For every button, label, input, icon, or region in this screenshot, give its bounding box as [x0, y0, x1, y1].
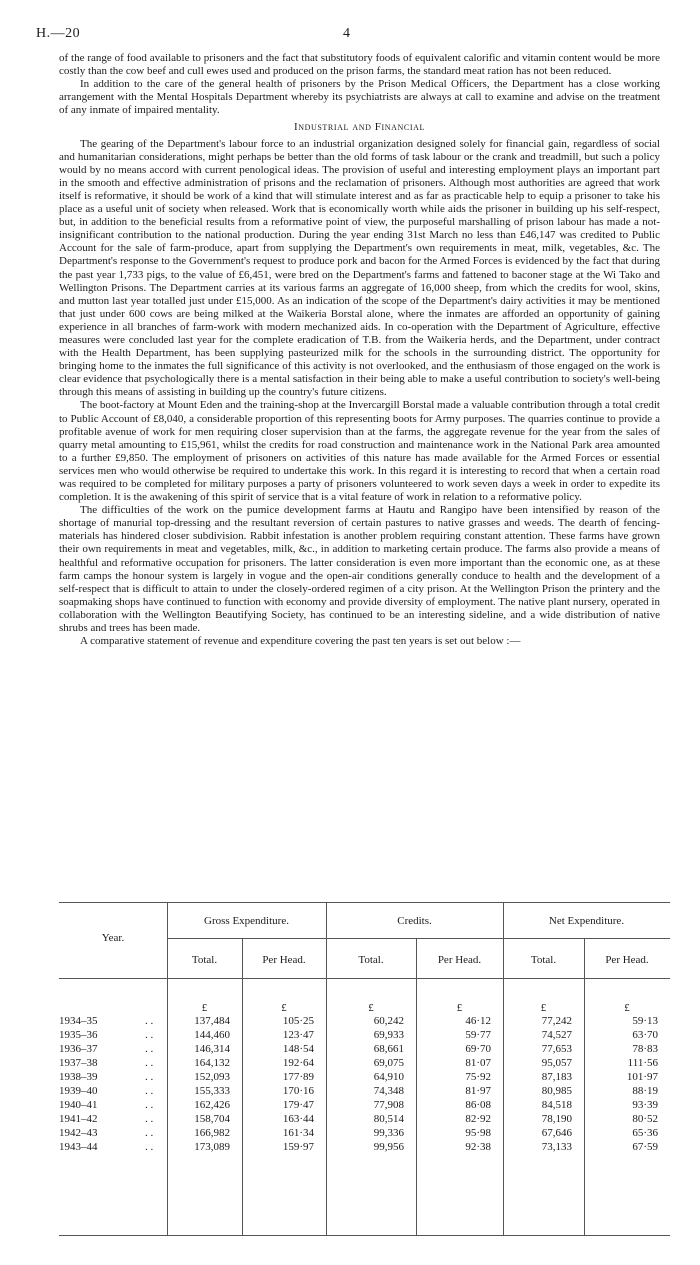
column-subheader: Total.: [530, 954, 557, 966]
table-cell: 67,646: [541, 1127, 572, 1139]
table-cell-year: 1934–35: [59, 1015, 98, 1027]
leader-dots: . .: [145, 1113, 154, 1125]
report-code: H.—20: [36, 26, 81, 41]
group-header: Net Expenditure.: [548, 915, 625, 927]
table-cell: 99,956: [373, 1141, 404, 1153]
table-cell: 158,704: [194, 1113, 230, 1125]
table-cell: 81·07: [465, 1057, 491, 1069]
table-cell: 77,653: [541, 1043, 572, 1055]
table-cell-year: 1941–42: [59, 1113, 98, 1125]
column-subheader: Total.: [191, 954, 218, 966]
table-cell: 163·44: [282, 1113, 314, 1125]
table-cell: 73,133: [541, 1141, 572, 1153]
table-cell-year: 1943–44: [59, 1141, 98, 1153]
leader-dots: . .: [145, 1085, 154, 1097]
table-cell: 99,336: [373, 1127, 404, 1139]
table-cell: 46·12: [465, 1015, 491, 1027]
table-cell: 80,514: [373, 1113, 404, 1125]
table-cell: 162,426: [194, 1099, 230, 1111]
table-cell: 75·92: [465, 1071, 491, 1083]
table-cell: 101·97: [626, 1071, 658, 1083]
table-cell: 65·36: [632, 1127, 658, 1139]
paragraph: of the range of food available to prisoners and the fact that substitutory foods of equivalent calorific and vitamin content would be more costly than the cow beef and cull ewes used and produced on the prison farms, the standard meat ration has not been reduced.: [59, 52, 660, 78]
table-cell: 161·34: [282, 1127, 314, 1139]
table-cell: 95·98: [465, 1127, 491, 1139]
table-cell-year: 1942–43: [59, 1127, 98, 1139]
leader-dots: . .: [145, 1141, 154, 1153]
table-cell: 179·47: [282, 1099, 314, 1111]
table-cell: 148·54: [282, 1043, 314, 1055]
table-cell: 164,132: [194, 1057, 230, 1069]
leader-dots: . .: [145, 1099, 154, 1111]
leader-dots: . .: [145, 1015, 154, 1027]
column-subheader: Per Head.: [605, 954, 649, 966]
revenue-expenditure-table: [59, 902, 670, 1237]
table-cell: 84,518: [541, 1099, 572, 1111]
table-cell: 78,190: [541, 1113, 572, 1125]
table-cell: 82·92: [465, 1113, 491, 1125]
table-rule: [59, 902, 670, 903]
unit-label: £: [201, 1002, 208, 1014]
table-cell: 77,908: [373, 1099, 404, 1111]
table-cell: 170·16: [282, 1085, 314, 1097]
table-cell: 88·19: [632, 1085, 658, 1097]
page-number: 4: [343, 26, 350, 41]
group-header: Credits.: [397, 915, 432, 927]
paragraph: The gearing of the Department's labour force to an industrial organization designed solely for financial gain, regardless of social and humanitarian considerations, might perhaps be better than the old forms of task labour or the crank and treadmill, but such a policy would by no means accord with current penological ideas. The provision of useful and interesting employment plays an important part in the smooth and effective administration of prisons and the reclamation of prisoners. Although most authorities are agreed that work itself is reformative, it should be work of a kind that will stimulate interest and as far as practicable help to equip a prisoner to take his place as a useful unit of society when released. Work that is economically worth while aids the prisoner in building up his self-respect, but, in addition to the beneficial results from a reformative point of view, the purposeful marshalling of prison labour has made a not-insignificant contribution to the national production. During the year ending 31st March no less than £46,147 was credited to Public Account for the sale of farm-produce, apart from supplying the Department's own requirements in meat, milk, vegetables, &c. The Department's response to the Government's request to produce pork and bacon for the Armed Forces is evidenced by the fact that during the past year 1,733 pigs, to the value of £6,451, were bred on the Department's farms and fattened to baconer stage at the Wi Tako and Wellington Prisons. The Department carries at its various farms an aggregate of 16,000 sheep, from which the credits for wool, skins, and mutton last year totalled just under £15,000. As an indication of the scope of the Department's dairy activities it may be mentioned that just under 600 cows are being milked at the Waikeria Borstal alone, where the inmates are afforded an opportunity of gaining experience in all branches of farm-work with modern mechanized aids. In co-operation with the Department of Agriculture, effective measures were concluded last year for the complete eradication of T.B. from the Waikeria herds, and the Department, under contract with the Health Department, has been supplying pasteurized milk for the schools in the surrounding district. The opportunity for bringing home to the inmates the full significance of this activity is not overlooked, and the enthusiasm of those engaged on the work is clear evidence that psychologically there is a mental satisfaction in their being able to make a useful contribution to society's well-being through this means of assisting in building up the country's future citizens.: [59, 137, 660, 399]
table-cell: 92·38: [465, 1141, 491, 1153]
unit-label: £: [456, 1002, 463, 1014]
leader-dots: . .: [145, 1127, 154, 1139]
column-subheader: Per Head.: [262, 954, 306, 966]
table-cell: 68,661: [373, 1043, 404, 1055]
table-cell: 87,183: [541, 1071, 572, 1083]
table-rule: [59, 1235, 670, 1236]
table-cell: 146,314: [194, 1043, 230, 1055]
unit-label: £: [540, 1002, 547, 1014]
table-cell: 64,910: [373, 1071, 404, 1083]
table-cell: 123·47: [282, 1029, 314, 1041]
table-cell: 80·52: [632, 1113, 658, 1125]
table-cell: 81·97: [465, 1085, 491, 1097]
table-cell-year: 1936–37: [59, 1043, 98, 1055]
table-cell-year: 1935–36: [59, 1029, 98, 1041]
table-cell: 74,527: [541, 1029, 572, 1041]
table-cell: 95,057: [541, 1057, 572, 1069]
table-cell: 80,985: [541, 1085, 572, 1097]
table-cell: 144,460: [194, 1029, 230, 1041]
table-cell: 173,089: [194, 1141, 230, 1153]
group-header: Gross Expenditure.: [204, 915, 289, 927]
table-cell: 86·08: [465, 1099, 491, 1111]
table-cell: 105·25: [282, 1015, 314, 1027]
leader-dots: . .: [145, 1071, 154, 1083]
table-rule: [59, 978, 670, 979]
section-heading: Industrial and Financial: [293, 121, 425, 134]
table-cell: 77,242: [541, 1015, 572, 1027]
paragraph: The boot-factory at Mount Eden and the training-shop at the Invercargill Borstal made a valuable contribution through a total credit to Public Account of £8,040, a considerable proportion of this representing boots for Army purposes. The quarries continue to provide a profitable avenue of work for men requiring closer supervision than at the farms, the aggregate revenue for the year from the sales of quarry metal amounting to £15,961, whilst the credits for road construction and maintenance work in the National Park area amounted to a further £9,850. The employment of prisoners on activities of this nature has made available for the Armed Forces or essential services men who would otherwise be required to undertake this work. In this regard it is interesting to record that when a certain road was required to be completed for military purposes a party of prisoners volunteered to work seven days a week in order to expedite its completion. It is the awakening of this spirit of service that is a vital feature of work in relation to a reformative policy.: [59, 399, 660, 504]
column-subheader: Per Head.: [437, 954, 482, 966]
table-cell: 152,093: [194, 1071, 230, 1083]
unit-label: £: [368, 1002, 374, 1014]
table-cell: 155,333: [194, 1085, 230, 1097]
table-cell: 60,242: [373, 1015, 404, 1027]
table-cell: 63·70: [632, 1029, 658, 1041]
table-cell: 74,348: [373, 1085, 404, 1097]
table-cell: 67·59: [632, 1141, 658, 1153]
table-cell: 69,933: [373, 1029, 404, 1041]
table-cell: 137,484: [194, 1015, 230, 1027]
leader-dots: . .: [145, 1057, 154, 1069]
paragraph: A comparative statement of revenue and expenditure covering the past ten years is set out below :—: [80, 635, 521, 648]
paragraph: The difficulties of the work on the pumice development farms at Hautu and Rangipo have been intensified by reason of the shortage of manurial top-dressing and the resultant reversion of certain pastures to native grasses and weeds. The dearth of fencing-materials has hindered closer subdivision. Rabbit infestation is another problem requiring constant attention. These farms have grown their own requirements in meat and vegetables, milk, &c., in addition to marketing certain produce. The farms also provide a means of healthful and reformative occupation for prisoners. The latter consideration is even more important than the economic one, as at these farm camps the honour system is largely in vogue and the open-air conditions generally conduce to health and the development of a self-respect that is difficult to attain to under the closely-ordered regimen of a city prison. At the Wellington Prison the printery and the soapmaking shops have continued to function with economy and provide diversity of employment. The native plant nursery, operated in collaboration with the Wellington Beautifying Society, has continued to be an interesting sideline, and a wide distribution of native shrubs and trees has been made.: [59, 504, 660, 635]
paragraph: In addition to the care of the general health of prisoners by the Prison Medical Officers, the Department has a close working arrangement with the Mental Hospitals Department whereby its psychiatrists are always at call to examine and advise on the treatment of any inmate of impaired mentality.: [59, 78, 660, 117]
body-text: [59, 52, 660, 648]
table-cell: 93·39: [632, 1099, 658, 1111]
table-cell: 59·13: [632, 1015, 658, 1027]
table-cell: 69,075: [373, 1057, 404, 1069]
leader-dots: . .: [145, 1043, 154, 1055]
table-cell: 192·64: [282, 1057, 314, 1069]
unit-label: £: [624, 1002, 630, 1014]
table-cell-year: 1937–38: [59, 1057, 98, 1069]
table-cell-year: 1939–40: [59, 1085, 98, 1097]
column-subheader: Total.: [358, 954, 384, 966]
year-column-header: Year.: [101, 932, 125, 944]
table-cell: 177·89: [282, 1071, 314, 1083]
table-cell-year: 1940–41: [59, 1099, 98, 1111]
table-cell-year: 1938–39: [59, 1071, 98, 1083]
table-cell: 78·83: [632, 1043, 658, 1055]
table-cell: 59·77: [465, 1029, 491, 1041]
unit-label: £: [281, 1002, 287, 1014]
table-cell: 111·56: [627, 1057, 658, 1069]
table-cell: 166,982: [194, 1127, 230, 1139]
leader-dots: . .: [145, 1029, 154, 1041]
table-cell: 69·70: [465, 1043, 491, 1055]
table-cell: 159·97: [282, 1141, 314, 1153]
